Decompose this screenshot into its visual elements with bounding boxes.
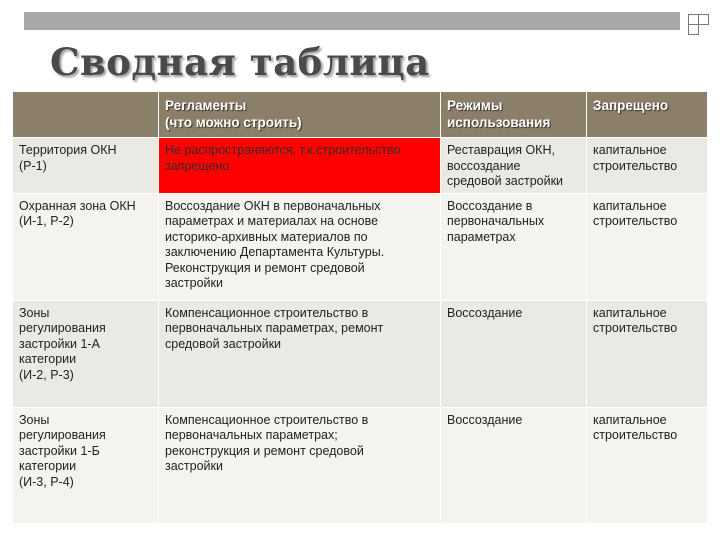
header-cell-usage-modes: Режимы использования	[441, 92, 587, 138]
summary-table	[12, 91, 708, 524]
regulations-cell-highlighted: Не распространяются, т.к.строительство запрещено	[159, 138, 441, 194]
zone-cell: Охранная зона ОКН (И-1, Р-2)	[13, 193, 159, 300]
table-row	[13, 138, 708, 194]
prohibited-cell: капитальное строительство	[587, 407, 708, 523]
decorative-square	[698, 14, 709, 25]
zone-cell: Зоны регулирования застройки 1-Б категории (И-3, Р-4)	[13, 407, 159, 523]
regulations-cell: Воссоздание ОКН в первоначальных параметрах и материалах на основе историко-архивных материалов по заключению Департамента Культуры. Реконструкция и ремонт средовой застройки	[159, 193, 441, 300]
table-row	[13, 193, 708, 300]
prohibited-cell: капитальное строительство	[587, 193, 708, 300]
table-header-row	[13, 92, 708, 138]
regulations-cell: Компенсационное строительство в первоначальных параметрах, ремонт средовой застройки	[159, 300, 441, 407]
zone-cell: Зоны регулирования застройки 1-А категории (И-2, Р-3)	[13, 300, 159, 407]
usage-cell: Воссоздание в первоначальных параметрах	[441, 193, 587, 300]
header-cell-empty	[13, 92, 159, 138]
usage-cell: Воссоздание	[441, 407, 587, 523]
zone-cell: Территория ОКН (Р-1)	[13, 138, 159, 194]
regulations-cell: Компенсационное строительство в первоначальных параметрах; реконструкция и ремонт средовой застройки	[159, 407, 441, 523]
prohibited-cell: капитальное строительство	[587, 300, 708, 407]
slide-title: Сводная таблица	[50, 40, 430, 84]
header-cell-prohibited: Запрещено	[587, 92, 708, 138]
top-decorative-bar	[24, 12, 680, 30]
table-row	[13, 407, 708, 523]
decorative-square	[688, 24, 699, 35]
prohibited-cell: капитальное строительство	[587, 138, 708, 194]
table-row	[13, 300, 708, 407]
usage-cell: Реставрация ОКН, воссоздание средовой застройки	[441, 138, 587, 194]
header-cell-regulations: Регламенты (что можно строить)	[159, 92, 441, 138]
usage-cell: Воссоздание	[441, 300, 587, 407]
